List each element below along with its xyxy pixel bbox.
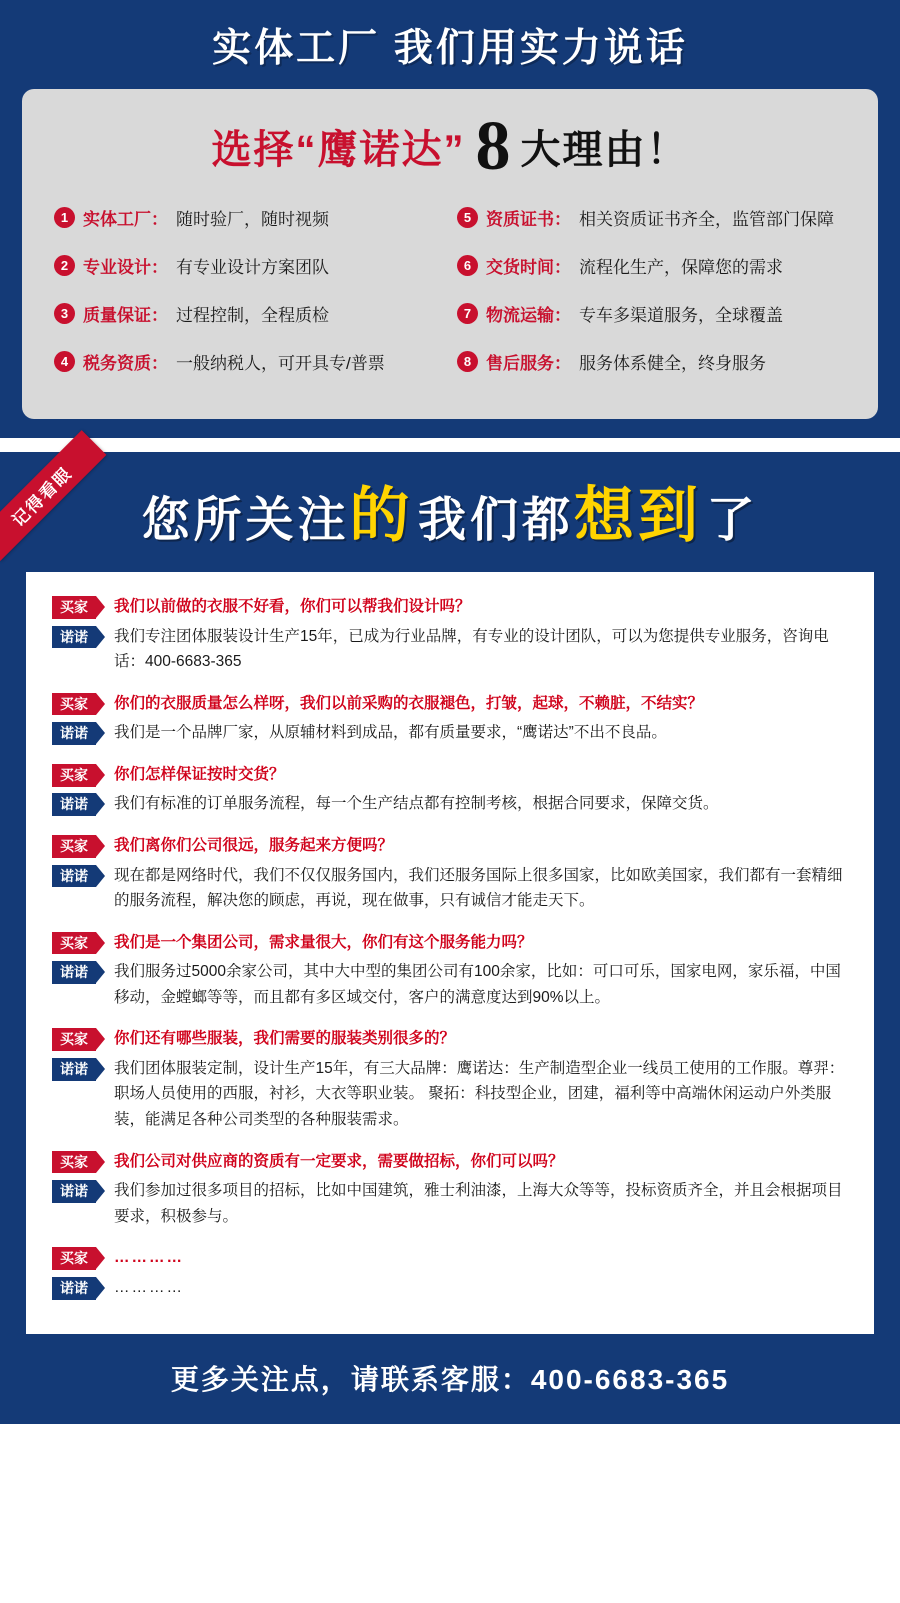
reason-number-badge: 1: [54, 207, 75, 228]
faq-headline-part-3: 我们都: [417, 494, 574, 547]
answer-row: [52, 1056, 848, 1133]
buyer-tag: 买家: [52, 596, 96, 619]
buyer-tag: 买家: [52, 835, 96, 858]
faq-headline-part-5: 了: [706, 494, 759, 547]
answer-text: 我们团体服装定制，设计生产15年，有三大品牌：鹰诺达：生产制造型企业一线员工使用的工作服。尊羿：职场人员使用的西服，衬衫，大衣等职业装。 聚拓：科技型企业，团建，福利等中高端休闲运动户外类服装，能满足各种公司类型的各种服装需求。: [114, 1059, 845, 1128]
reason-desc: 流程化生产，保障您的需求: [579, 258, 783, 277]
question-row: [52, 1149, 848, 1175]
question-text: 我们离你们公司很远，服务起来方便吗？: [114, 836, 394, 854]
reasons-card: [22, 89, 878, 419]
reasons-card-title: [48, 109, 852, 194]
reason-title: 实体工厂：: [83, 210, 168, 229]
qa-block: [52, 594, 848, 675]
reason-number-badge: 3: [54, 303, 75, 324]
faq-headline-part-4: 想到: [574, 482, 702, 549]
question-row: [52, 594, 848, 620]
qa-block: [52, 930, 848, 1011]
answer-text: 我们服务过5000余家公司，其中大中型的集团公司有100余家，比如：可口可乐，国家电网，家乐福，中国移动，金螳螂等等，而且都有多区域交付，客户的满意度达到90%以上。: [114, 963, 841, 1006]
reason-number-badge: 2: [54, 255, 75, 276]
buyer-tag: 买家: [52, 1247, 96, 1270]
question-text: 我们公司对供应商的资质有一定要求，需要做招标，你们可以吗？: [114, 1152, 564, 1170]
reason-desc: 一般纳税人，可开具专/普票: [176, 354, 385, 373]
reason-desc: 专车多渠道服务，全球覆盖: [579, 306, 783, 325]
answer-text: …………: [114, 1278, 184, 1296]
question-text: …………: [114, 1249, 184, 1267]
brand-tag: 诺诺: [52, 626, 96, 649]
main-headline: 实体工厂 我们用实力说话: [212, 27, 688, 70]
reason-title: 资质证书：: [486, 210, 571, 229]
reasons-title-number: 8: [475, 107, 511, 185]
question-row: [52, 833, 848, 859]
reason-item: [457, 338, 852, 386]
reason-item: [457, 194, 852, 242]
footer-contact: 更多关注点，请联系客服：400-6683-365: [0, 1334, 900, 1424]
brand-tag: 诺诺: [52, 961, 96, 984]
faq-section: [0, 452, 900, 1424]
answer-row: [52, 720, 848, 746]
buyer-tag: 买家: [52, 1151, 96, 1174]
reason-item: [457, 242, 852, 290]
qa-block: [52, 762, 848, 817]
answer-row: [52, 791, 848, 817]
faq-card: [26, 572, 874, 1334]
reason-desc: 有专业设计方案团队: [176, 258, 329, 277]
qa-block: [52, 691, 848, 746]
answer-row: [52, 624, 848, 675]
answer-text: 我们参加过很多项目的招标，比如中国建筑，雅士利油漆，上海大众等等，投标资质齐全，并且会根据项目要求，积极参与。: [114, 1182, 843, 1225]
question-row: [52, 930, 848, 956]
reason-desc: 随时验厂，随时视频: [176, 210, 329, 229]
question-text: 你们的衣服质量怎么样呀，我们以前采购的衣服褪色，打皱，起球，不赖脏，不结实？: [114, 694, 704, 712]
brand-tag: 诺诺: [52, 865, 96, 888]
faq-headline-part-1: 您所关注: [141, 494, 350, 547]
reason-title: 售后服务：: [486, 354, 571, 373]
buyer-tag: 买家: [52, 932, 96, 955]
reason-item: [54, 338, 449, 386]
reason-title: 物流运输：: [486, 306, 571, 325]
reason-desc: 服务体系健全，终身服务: [579, 354, 766, 373]
buyer-tag: 买家: [52, 1028, 96, 1051]
reason-title: 税务资质：: [83, 354, 168, 373]
answer-text: 我们有标准的订单服务流程，每一个生产结点都有控制考核，根据合同要求，保障交货。: [114, 795, 719, 813]
question-text: 我们以前做的衣服不好看，你们可以帮我们设计吗？: [114, 598, 471, 615]
reason-number-badge: 4: [54, 351, 75, 372]
qa-block: [52, 833, 848, 914]
buyer-tag: 买家: [52, 693, 96, 716]
question-text: 我们是一个集团公司，需求量很大，你们有这个服务能力吗？: [114, 933, 533, 951]
reason-number-badge: 5: [457, 207, 478, 228]
reason-item: [54, 290, 449, 338]
corner-ribbon: 记得看眼: [0, 430, 106, 561]
brand-tag: 诺诺: [52, 722, 96, 745]
reasons-title-right: 大理由！: [520, 127, 689, 172]
reason-item: [54, 242, 449, 290]
brand-tag: 诺诺: [52, 1058, 96, 1081]
answer-text: 我们是一个品牌厂家，从原辅材料到成品，都有质量要求，“鹰诺达”不出不良品。: [114, 724, 667, 742]
qa-block: [52, 1149, 848, 1230]
faq-headline: [0, 452, 900, 572]
reason-title: 交货时间：: [486, 258, 571, 277]
qa-block: [52, 1245, 848, 1300]
question-row: [52, 691, 848, 717]
answer-row: [52, 1275, 848, 1301]
question-row: [52, 762, 848, 788]
question-text: 你们怎样保证按时交货？: [114, 765, 285, 783]
buyer-tag: 买家: [52, 764, 96, 787]
reason-title: 质量保证：: [83, 306, 168, 325]
advantages-section: [0, 0, 900, 438]
question-row: [52, 1026, 848, 1052]
reason-desc: 过程控制，全程质检: [176, 306, 329, 325]
reason-item: [457, 290, 852, 338]
reasons-title-left: 选择“鹰诺达”: [211, 127, 466, 172]
answer-row: [52, 1178, 848, 1229]
brand-tag: 诺诺: [52, 793, 96, 816]
reasons-grid: [48, 194, 852, 386]
answer-text: 现在都是网络时代，我们不仅仅服务国内，我们还服务国际上很多国家，比如欧美国家，我们都有一套精细的服务流程，解决您的顾虑，再说，现在做事，只有诚信才能走天下。: [114, 866, 843, 910]
answer-text: 我们专注团体服装设计生产15年，已成为行业品牌，有专业的设计团队，可以为您提供专业服务，咨询电话：400-6683-365: [114, 627, 829, 671]
brand-tag: 诺诺: [52, 1180, 96, 1203]
section-divider: [0, 438, 900, 452]
brand-tag: 诺诺: [52, 1277, 96, 1300]
faq-headline-part-2: 的: [349, 482, 414, 549]
reason-title: 专业设计：: [83, 258, 168, 277]
answer-row: [52, 863, 848, 914]
question-text: 你们还有哪些服装，我们需要的服装类别很多的？: [114, 1030, 456, 1048]
reason-item: [54, 194, 449, 242]
reason-number-badge: 8: [457, 351, 478, 372]
answer-row: [52, 959, 848, 1010]
qa-block: [52, 1026, 848, 1132]
question-row: [52, 1245, 848, 1271]
reason-number-badge: 6: [457, 255, 478, 276]
reason-desc: 相关资质证书齐全，监管部门保障: [579, 210, 834, 229]
reason-number-badge: 7: [457, 303, 478, 324]
